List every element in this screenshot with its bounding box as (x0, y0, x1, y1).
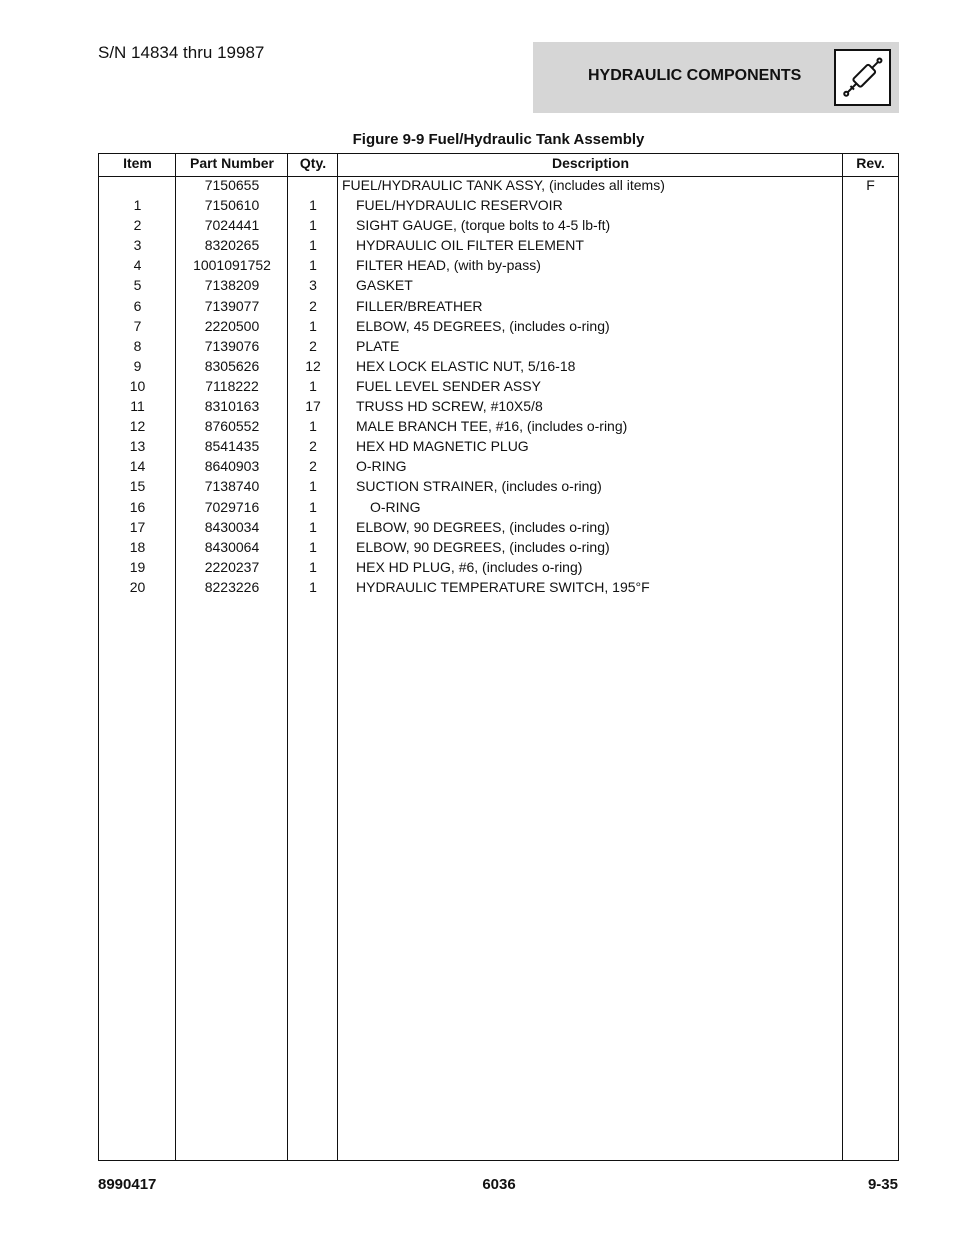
cell-qty: 1 (309, 478, 317, 495)
cell-part-number: 8223226 (204, 578, 260, 595)
cell-rev (843, 517, 898, 537)
cell-rev (843, 537, 898, 557)
cell-part-number: 8430064 (204, 538, 260, 555)
cell-item: 2 (133, 217, 142, 234)
cell-qty: 1 (309, 498, 317, 515)
cell-description: HEX HD PLUG, #6, (includes o-ring) (356, 558, 583, 575)
cell-item: 14 (129, 458, 146, 475)
cell-part-number: 7150655 (204, 177, 260, 193)
table-row (99, 497, 898, 517)
cell-qty: 17 (305, 398, 321, 415)
serial-range: S/N 14834 thru 19987 (98, 43, 265, 62)
cell-qty: 2 (309, 297, 317, 314)
table-header (99, 154, 898, 177)
cell-qty: 3 (309, 277, 317, 294)
footer-doc-number: 8990417 (98, 1176, 157, 1193)
cell-description: TRUSS HD SCREW, #10X5/8 (356, 398, 543, 415)
cell-part-number: 8541435 (204, 438, 260, 455)
cell-item: 9 (133, 357, 142, 374)
cell-item: 4 (133, 257, 142, 274)
table-row (99, 235, 898, 255)
cell-rev (843, 376, 898, 396)
section-title: HYDRAULIC COMPONENTS (588, 67, 802, 84)
header-item: Item (123, 155, 152, 171)
cell-qty: 2 (309, 337, 317, 354)
cell-item: 3 (133, 237, 142, 254)
figure-title: Figure 9-9 Fuel/Hydraulic Tank Assembly (352, 131, 645, 148)
cell-qty: 1 (309, 217, 317, 234)
cell-description: MALE BRANCH TEE, #16, (includes o-ring) (356, 418, 628, 435)
cell-rev (843, 336, 898, 356)
cell-part-number: 7024441 (204, 217, 260, 234)
cell-description: FUEL LEVEL SENDER ASSY (356, 377, 541, 394)
cell-part-number: 8640903 (204, 458, 260, 475)
cell-part-number: 8310163 (204, 398, 260, 415)
cell-item: 17 (129, 518, 146, 535)
header-part-number: Part Number (189, 155, 275, 171)
cell-item: 16 (129, 498, 146, 515)
cell-description: HEX LOCK ELASTIC NUT, 5/16-18 (356, 357, 576, 374)
cell-rev (843, 456, 898, 476)
cell-description: FILTER HEAD, (with by-pass) (356, 257, 541, 274)
cell-qty: 1 (309, 197, 317, 214)
cell-description: PLATE (356, 337, 400, 354)
cell-rev (843, 195, 898, 215)
cell-rev (843, 416, 898, 436)
section-header (533, 42, 899, 113)
cell-part-number: 7139076 (204, 337, 260, 354)
footer-page-number: 9-35 (867, 1176, 898, 1193)
cell-item: 8 (133, 337, 142, 354)
cell-item (99, 175, 176, 195)
cell-part-number: 8320265 (204, 237, 260, 254)
cell-item: 19 (129, 558, 146, 575)
cell-description: ELBOW, 90 DEGREES, (includes o-ring) (356, 538, 610, 555)
cell-rev (843, 316, 898, 336)
table-row (99, 296, 898, 316)
table-row (99, 517, 898, 537)
table-row (99, 436, 898, 456)
cell-description: SUCTION STRAINER, (includes o-ring) (356, 478, 602, 495)
table-row (99, 456, 898, 476)
table-row (99, 577, 898, 597)
cell-description: ELBOW, 45 DEGREES, (includes o-ring) (356, 317, 610, 334)
cell-qty: 1 (309, 538, 317, 555)
cell-rev: F (866, 177, 875, 193)
cell-item: 15 (129, 478, 146, 495)
cell-item: 6 (133, 297, 142, 314)
header-rev: Rev. (856, 155, 885, 171)
table-row (99, 557, 898, 577)
cell-part-number: 7138209 (204, 277, 260, 294)
cell-item: 13 (129, 438, 146, 455)
cell-item: 18 (129, 538, 146, 555)
cell-item: 20 (129, 578, 146, 595)
cell-part-number: 7029716 (204, 498, 260, 515)
cell-description: HYDRAULIC OIL FILTER ELEMENT (356, 237, 584, 254)
cell-item: 1 (133, 197, 142, 214)
cell-qty: 1 (309, 237, 317, 254)
table-row (99, 316, 898, 336)
header-description: Description (551, 155, 629, 171)
cell-description: HEX HD MAGNETIC PLUG (356, 438, 529, 455)
cell-description: GASKET (356, 277, 413, 294)
cell-item: 10 (129, 377, 146, 394)
cell-qty: 1 (309, 578, 317, 595)
table-row (99, 376, 898, 396)
cell-qty: 2 (309, 438, 317, 455)
table-row (99, 275, 898, 295)
table-row (99, 255, 898, 275)
hydraulic-cylinder-icon (834, 49, 891, 106)
cell-part-number: 8430034 (204, 518, 260, 535)
cell-qty: 2 (309, 458, 317, 475)
header-qty: Qty. (299, 155, 327, 171)
cell-rev (843, 255, 898, 275)
cell-description: HYDRAULIC TEMPERATURE SWITCH, 195°F (356, 578, 650, 595)
cell-rev (843, 577, 898, 597)
cell-description: FUEL/HYDRAULIC RESERVOIR (356, 197, 563, 214)
cell-rev (843, 476, 898, 496)
cell-rev (843, 275, 898, 295)
cell-qty: 1 (309, 377, 317, 394)
cell-rev (843, 436, 898, 456)
cell-description: O-RING (370, 498, 421, 515)
cell-part-number: 1001091752 (193, 257, 271, 274)
cell-description: SIGHT GAUGE, (torque bolts to 4-5 lb-ft) (356, 217, 611, 234)
cell-description: ELBOW, 90 DEGREES, (includes o-ring) (356, 518, 610, 535)
table-row (99, 416, 898, 436)
cell-item: 11 (130, 398, 145, 415)
table-row (99, 215, 898, 235)
cell-qty: 1 (309, 518, 317, 535)
cell-part-number: 8760552 (204, 418, 260, 435)
table-row (99, 476, 898, 496)
table-row (99, 336, 898, 356)
cell-part-number: 7118222 (205, 377, 259, 394)
footer-model: 6036 (482, 1176, 516, 1193)
cell-qty: 1 (309, 317, 317, 334)
cell-rev (843, 356, 898, 376)
cell-description: FILLER/BREATHER (356, 297, 483, 314)
cell-qty: 1 (309, 418, 317, 435)
table-body (99, 175, 898, 597)
cell-rev (843, 497, 898, 517)
cell-item: 7 (133, 317, 142, 334)
cell-rev (843, 396, 898, 416)
cell-qty (288, 175, 338, 195)
table-row (99, 175, 898, 195)
cell-rev (843, 557, 898, 577)
table-row (99, 396, 898, 416)
cell-part-number: 7138740 (204, 478, 260, 495)
cell-qty: 1 (309, 558, 317, 575)
cell-item: 12 (129, 418, 146, 435)
table-row (99, 195, 898, 215)
table-row (99, 537, 898, 557)
cell-qty: 12 (305, 357, 321, 374)
cell-rev (843, 296, 898, 316)
cell-part-number: 2220237 (204, 558, 260, 575)
cell-qty: 1 (309, 257, 317, 274)
cell-rev (843, 215, 898, 235)
cell-description: O-RING (356, 458, 407, 475)
parts-table (98, 153, 899, 1161)
cell-item: 5 (133, 277, 142, 294)
cell-part-number: 8305626 (204, 357, 260, 374)
cell-part-number: 7139077 (204, 297, 260, 314)
table-row (99, 356, 898, 376)
cell-part-number: 7150610 (204, 197, 260, 214)
cell-description: FUEL/HYDRAULIC TANK ASSY, (includes all items) (342, 177, 665, 193)
cell-part-number: 2220500 (204, 317, 260, 334)
cell-rev (843, 235, 898, 255)
